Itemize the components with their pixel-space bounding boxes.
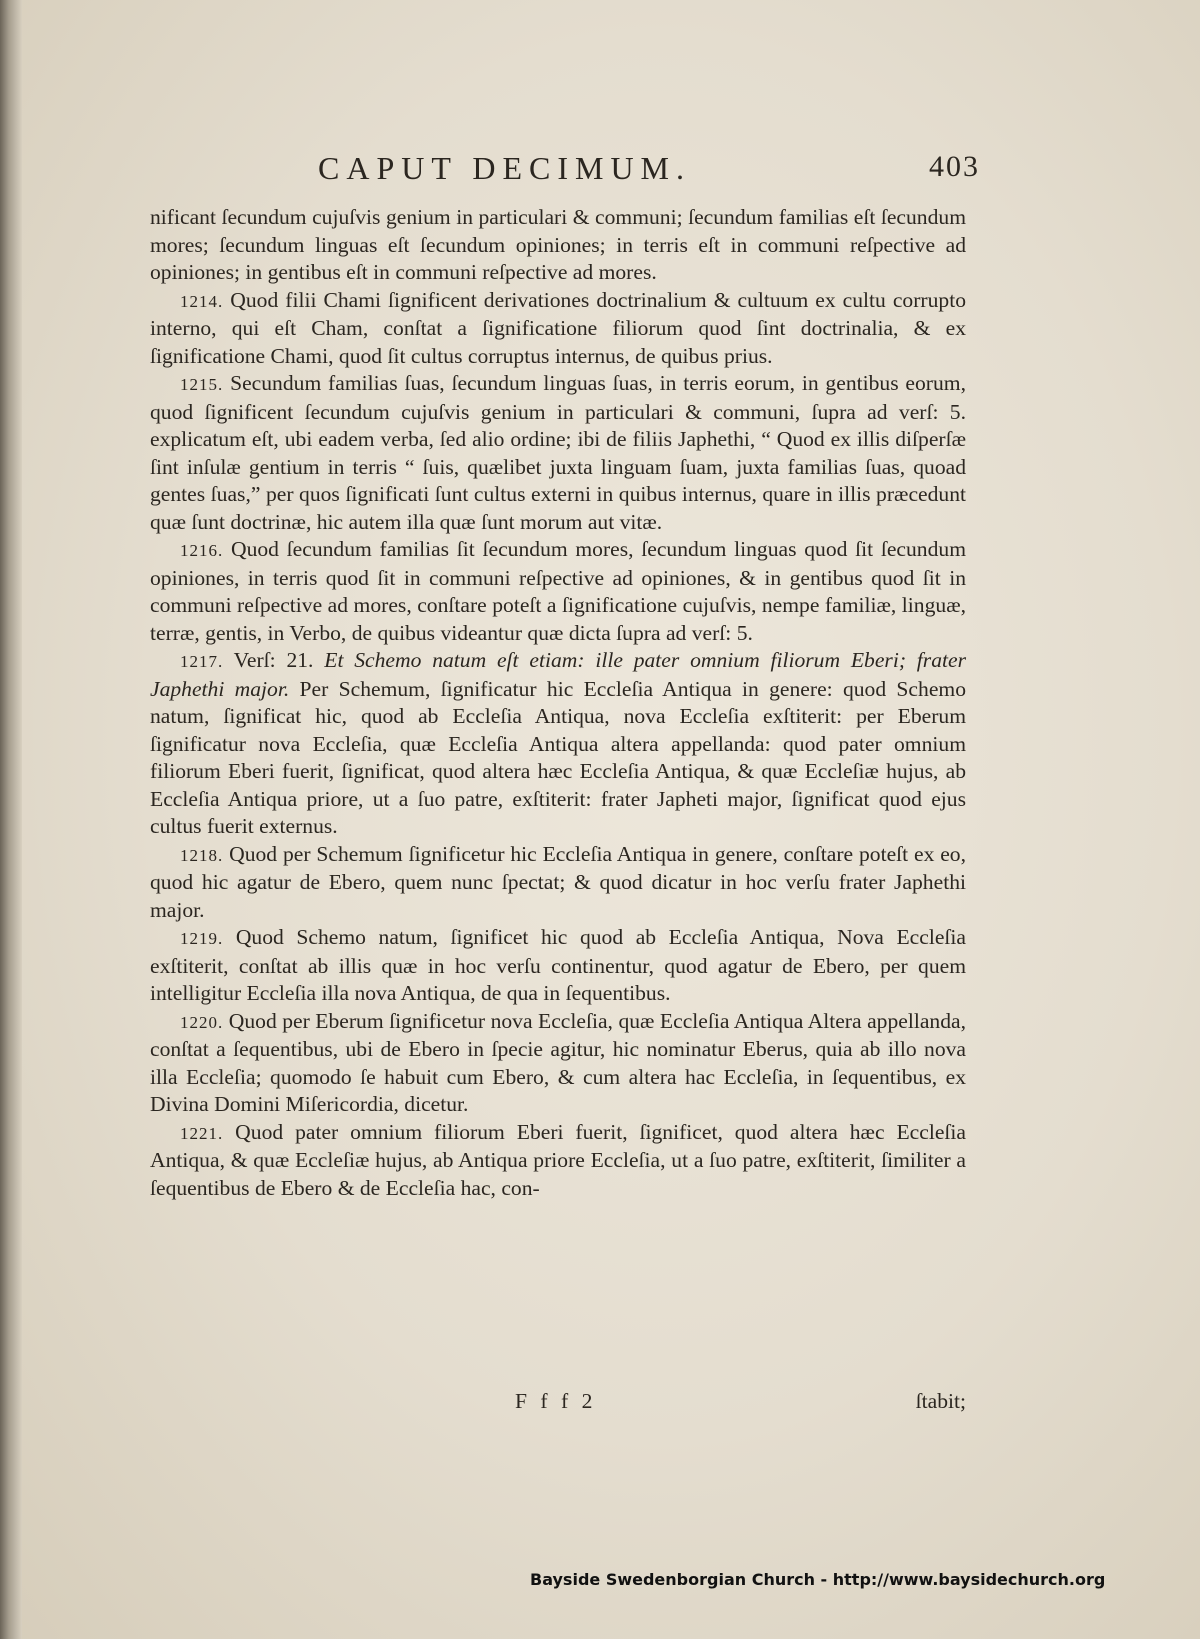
paragraph-1220: 1220. Quod per Eberum ſignificetur nova Eccleſia, quæ Eccleſia Antiqua Altera appellanda, conſtat a ſequentibus, ubi de Ebero in ſpecie agitur, hic nominatur Eberus, quia ab illo nova illa Eccleſia; quomodo ſe habuit cum Ebero, & cum altera hac Eccleſia, in ſequentibus, ex Divina Domini Miſericordia, dicetur.	[150, 1008, 966, 1116]
verse-reference: Verſ: 21.	[233, 648, 314, 672]
paragraph-1216: 1216. Quod ſecundum familias ſit ſecundum mores, ſecundum linguas quod ſit ſecundum opiniones, in terris quod ſit in communi reſpective ad opiniones, & in gentibus quod ſit in communi reſpective ad mores, conſtare poteſt a ſignificatione cujuſvis, nempe familiæ, linguæ, terræ, gentis, in Verbo, de quibus videantur quæ dicta ſupra ad verſ: 5.	[150, 537, 966, 645]
catchword: ſtabit;	[915, 1389, 966, 1413]
source-credit: Bayside Swedenborgian Church - http://www.baysidechurch.org	[530, 1570, 1106, 1589]
paragraph-number: 1218.	[180, 845, 224, 865]
paragraph-number: 1214.	[180, 291, 224, 311]
paragraph-1218: 1218. Quod per Schemum ſignificetur hic Eccleſia Antiqua in genere, conſtare poteſt ex eo, quod hic agatur de Ebero, quem nunc ſpectat; & quod dicatur in hoc verſu frater Japhethi major.	[150, 841, 967, 922]
scripture-quote: Et Schemo natum eſt etiam: ille pater omnium filiorum Eberi; frater Japhethi major.	[150, 648, 966, 701]
paragraph-number: 1216.	[180, 541, 224, 560]
text-body	[150, 204, 966, 1202]
paragraph-number: 1219.	[180, 929, 224, 948]
paragraph-continuation: nificant ſecundum cujuſvis genium in particulari & communi; ſecundum familias eſt ſecundum mores; ſecundum linguas eſt ſecundum opiniones; in terris eſt in communi reſpective ad opiniones; in gentibus eſt in communi reſpective ad mores.	[150, 205, 966, 284]
paragraph-1214: 1214. Quod filii Chami ſignificent derivationes doctrinalium & cultuum ex cultu corrupto interno, qui eſt Cham, conſtat a ſignificatione filiorum quod ſint doctrinalia, & ex ſignificatione Chami, quod ſit cultus corruptus internus, de quibus prius.	[150, 287, 966, 368]
page-footer	[150, 1389, 966, 1419]
signature-mark: F f f 2	[515, 1389, 597, 1413]
paragraph-number: 1221.	[180, 1123, 224, 1143]
page-gutter	[0, 0, 22, 1639]
paragraph-1221: 1221. Quod pater omnium filiorum Eberi fuerit, ſignificet, quod altera hæc Eccleſia Antiqua, & quæ Eccleſiæ hujus, ab Antiqua priore Eccleſia, ut a ſuo patre, exſtiterit, ſimiliter a ſequentibus de Ebero & de Eccleſia hac, con-	[150, 1119, 966, 1200]
running-head	[150, 148, 980, 198]
paragraph-1219: 1219. Quod Schemo natum, ſignificet hic quod ab Eccleſia Antiqua, Nova Eccleſia exſtiterit, conſtat ab illis quæ in hoc verſu continentur, quod agatur de Ebero, per quem intelligitur Eccleſia illa nova Antiqua, de qua in ſequentibus.	[150, 925, 966, 1005]
paragraph-number: 1220.	[180, 1012, 224, 1032]
page-number: 403	[929, 150, 980, 183]
chapter-title: CAPUT DECIMUM.	[318, 150, 691, 186]
paragraph-number: 1217.	[180, 652, 224, 671]
paragraph-number: 1215.	[180, 375, 224, 394]
paragraph-1215: 1215. Secundum familias ſuas, ſecundum linguas ſuas, in terris eorum, in gentibus eorum, quod ſignificent ſecundum cujuſvis genium in particulari & communi, ſupra ad verſ: 5. explicatum eſt, ubi eadem verba, ſed alio ordine; ibi de filiis Japhethi, “ Quod ex illis diſperſæ ſint inſulæ gentium in terris “ ſuis, quælibet juxta linguam ſuam, juxta familias ſuas, quoad gentes ſuas,” per quos ſignificati ſunt cultus externi in quibus internus, quare in illis præcedunt quæ ſunt doctrinæ, hic autem illa quæ ſunt morum aut vitæ.	[150, 371, 966, 534]
paragraph-1217: 1217. Verſ: 21. Et Schemo natum eſt etiam: ille pater omnium filiorum Eberi; frater Japhethi major. Per Schemum, ſignificatur hic Eccleſia Antiqua in genere: quod Schemo natum, ſignificat hic, quod ab Eccleſia Antiqua, nova Eccleſia exſtiterit: per Eberum ſignificatur nova Eccleſia, quæ Eccleſia Antiqua altera appellanda: quod pater omnium filiorum Eberi fuerit, ſignificat, quod altera hæc Eccleſia Antiqua, & quæ Eccleſiæ hujus, ab Eccleſia Antiqua priore, ut a ſuo patre, exſtiterit: frater Japheti major, ſignificat quod ejus cultus fuerit externus.	[150, 648, 966, 838]
